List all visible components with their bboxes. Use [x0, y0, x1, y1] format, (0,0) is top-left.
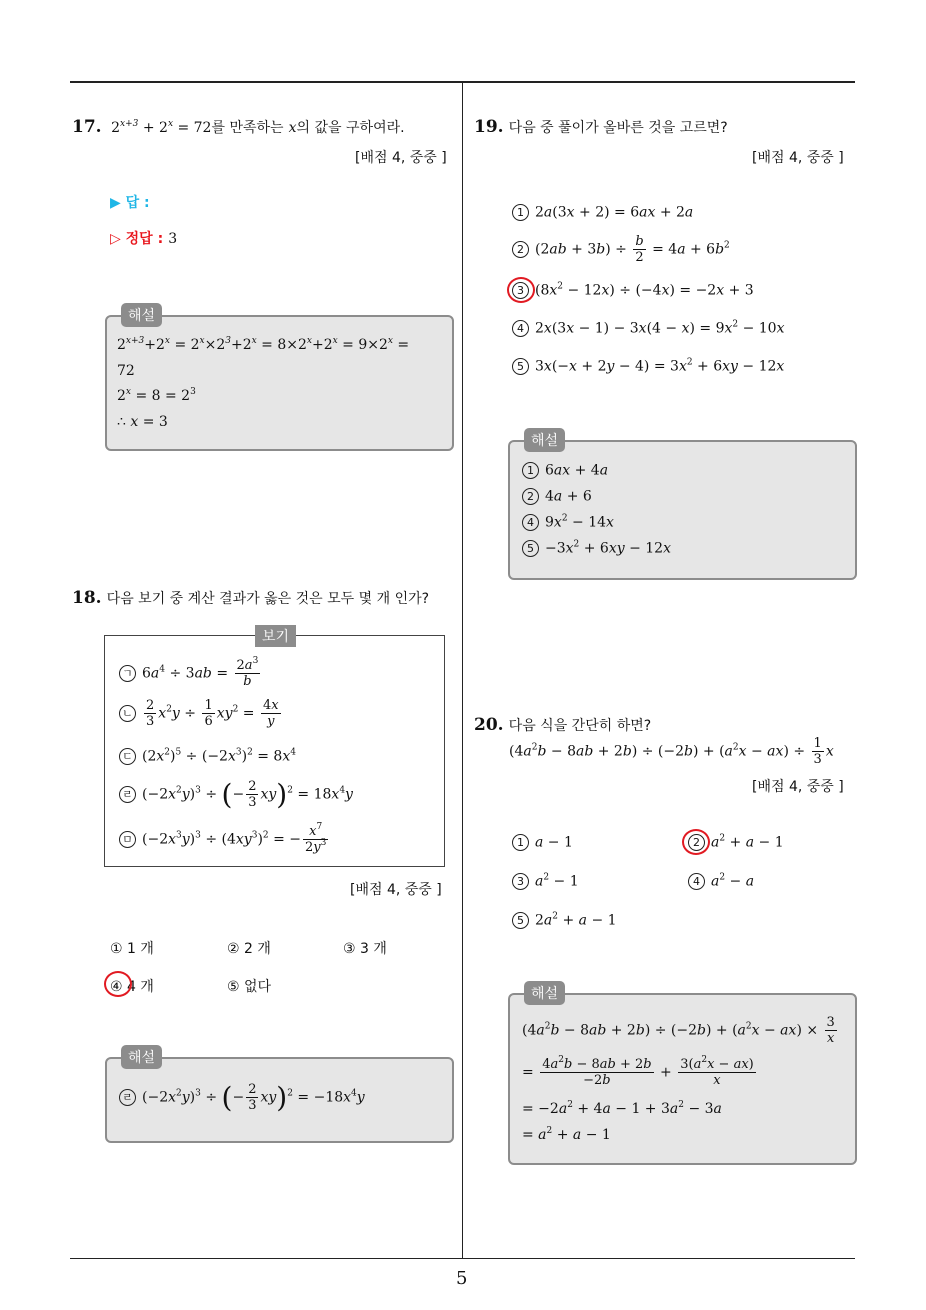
q17-text-end: 의 값을 구하여라. — [296, 120, 405, 136]
bottom-rule — [70, 1258, 855, 1259]
q18-item-e: ㅁ $(-2x^3y)^3 \div (4xy^3)^2$ = − $\frac{x^7}{2y^3}$ — [119, 824, 330, 855]
column-divider — [462, 83, 463, 1258]
q19-expl-line-3: 4 $9x^2 - 14x$ — [522, 514, 614, 531]
q18-choice-1[interactable]: ① 1 개 — [110, 941, 154, 957]
q20-choice-3[interactable]: 3 $a^2 - 1$ — [512, 873, 579, 890]
q20-choice-1[interactable]: 1 a − 1 — [512, 834, 573, 851]
q20-expression: $(4a^2b - 8ab + 2b) \div (-2b) + (a^2x - ax)$ ÷ $\frac{1}{3}$ x — [509, 736, 834, 767]
q19-score: [배점 4, 중중 ] — [752, 150, 844, 166]
q17-expl-line-2: 72 — [117, 363, 135, 379]
q18-item-a: ㄱ $6a^4 \div 3ab$ = $\frac{2a^3}{b}$ — [119, 658, 262, 689]
q19-choice-1[interactable]: 1 2a(3x + 2) = 6ax + 2a — [512, 204, 693, 221]
q18-bogi-tag: 보기 — [255, 625, 296, 647]
q19-expl-line-4: $5 -3x^2 + 6xy - 12x$ — [522, 540, 671, 557]
q19-expl-line-2: 2 4a + 6 — [522, 488, 592, 505]
q18-score: [배점 4, 중중 ] — [350, 882, 442, 898]
q20-expl-line-1: $(4a^2b - 8ab + 2b) \div (-2b) + (a^2x - ax)$ × $\frac{3}{x}$ — [522, 1015, 835, 1046]
q17-expl-line-1: $2^{x+3}+2^x = 2^x\times 2^3+2^x = 8\times 2^x+2^x = 9\times 2^x$ = — [117, 336, 410, 353]
q19-choice-3[interactable]: 3 $(8x^2 - 12x) \div (-4x) = -2x + 3$ — [512, 282, 754, 299]
q20-selected-mark — [682, 829, 710, 855]
q18-choice-3[interactable]: ③ 3 개 — [343, 941, 387, 957]
q19-choice-2[interactable]: 2 (2ab + 3b) ÷ $\frac{b}{2}$ = $4a + 6b^2$ — [512, 234, 730, 265]
q18-explanation-box — [105, 1050, 454, 1143]
q17-expl-line-3: $2^x = 8 = 2^3$ — [117, 387, 196, 404]
q17-text-suffix: 를 만족하는 — [211, 120, 284, 136]
q18-item-c: ㄷ $(2x^2)^5 \div (-2x^3)^2 = 8x^4$ — [119, 748, 296, 765]
q20-question — [474, 715, 651, 735]
q19-choice-5[interactable]: 5 $3x(-x + 2y - 4) = 3x^2 + 6xy - 12x$ — [512, 358, 784, 375]
q20-choice-2[interactable]: 2 $a^2 + a - 1$ — [688, 834, 784, 851]
q20-explanation-tag: 해설 — [524, 981, 565, 1005]
q17-expl-line-4: ∴ x = 3 — [117, 414, 168, 430]
page-number: 5 — [456, 1268, 468, 1289]
q18-item-d: ㄹ $(-2x^2y)^3$ ÷ (− $\frac{2}{3}$ $xy)^2 = 18x^4y$ — [119, 778, 353, 811]
q18-text: 다음 보기 중 계산 결과가 옳은 것은 모두 몇 개 인가? — [106, 591, 430, 607]
q17-equation: $2^{x+3} + 2^x = 72$ — [111, 119, 212, 136]
q20-explanation-box — [508, 986, 857, 1165]
q18-choice-4[interactable]: ④ 4 개 — [110, 979, 154, 995]
q20-choice-5[interactable]: 5 $2a^2 + a - 1$ — [512, 912, 617, 929]
q18-choice-2[interactable]: ② 2 개 — [227, 941, 271, 957]
q20-score: [배점 4, 중중 ] — [752, 779, 844, 795]
q18-bogi-box — [104, 629, 445, 867]
q17-question — [72, 117, 405, 137]
q17-var: x — [288, 120, 297, 136]
q18-question — [72, 588, 429, 608]
q19-expl-line-1: 1 6ax + 4a — [522, 462, 608, 479]
q19-question — [474, 117, 728, 137]
q17-score: [배점 4, 중중 ] — [355, 150, 447, 166]
q19-text: 다음 중 풀이가 올바른 것을 고르면? — [508, 120, 728, 136]
q17-correct-label: ▷ 정답 : — [110, 231, 164, 247]
q18-choice-5[interactable]: ⑤ 없다 — [227, 979, 272, 995]
q18-item-b: ㄴ $\frac{2}{3}$ $x^2y$ ÷ $\frac{1}{6}$ $xy^2$ = $\frac{4x}{y}$ — [119, 698, 283, 729]
q19-explanation-tag: 해설 — [524, 428, 565, 452]
q18-expl-line-1: ㄹ $(-2x^2y)^3$ ÷ (− $\frac{2}{3}$ $xy)^2 = -18x^4y$ — [119, 1081, 365, 1114]
q17-answer-label: ▶ 답 : — [110, 195, 150, 211]
q19-choice-4[interactable]: 4 $2x(3x - 1) - 3x(4 - x) = 9x^2 - 10x$ — [512, 320, 784, 337]
q19-number: 19. — [474, 117, 504, 137]
q20-expl-line-4: = $a^2 + a - 1$ — [522, 1126, 611, 1143]
q17-correct — [110, 228, 177, 248]
q19-selected-mark — [507, 277, 535, 303]
q18-explanation-tag: 해설 — [121, 1045, 162, 1069]
q17-explanation-box — [105, 308, 454, 451]
q18-selected-mark — [104, 971, 132, 997]
q17-explanation-tag: 해설 — [121, 303, 162, 327]
q17-number: 17. — [72, 117, 102, 137]
q20-choice-4[interactable]: 4 $a^2 - a$ — [688, 873, 754, 890]
q20-text: 다음 식을 간단히 하면? — [508, 718, 652, 734]
q18-number: 18. — [72, 588, 102, 608]
q19-explanation-box — [508, 433, 857, 580]
q17-correct-value: 3 — [168, 231, 178, 247]
q20-expl-line-3: = $-2a^2 + 4a - 1 + 3a^2 - 3a$ — [522, 1100, 722, 1117]
q20-number: 20. — [474, 715, 504, 735]
q20-expl-line-2: = $\frac{4a^2b - 8ab + 2b}{-2b}$ + $\frac{3(a^2x - ax)}{x}$ — [522, 1055, 754, 1088]
